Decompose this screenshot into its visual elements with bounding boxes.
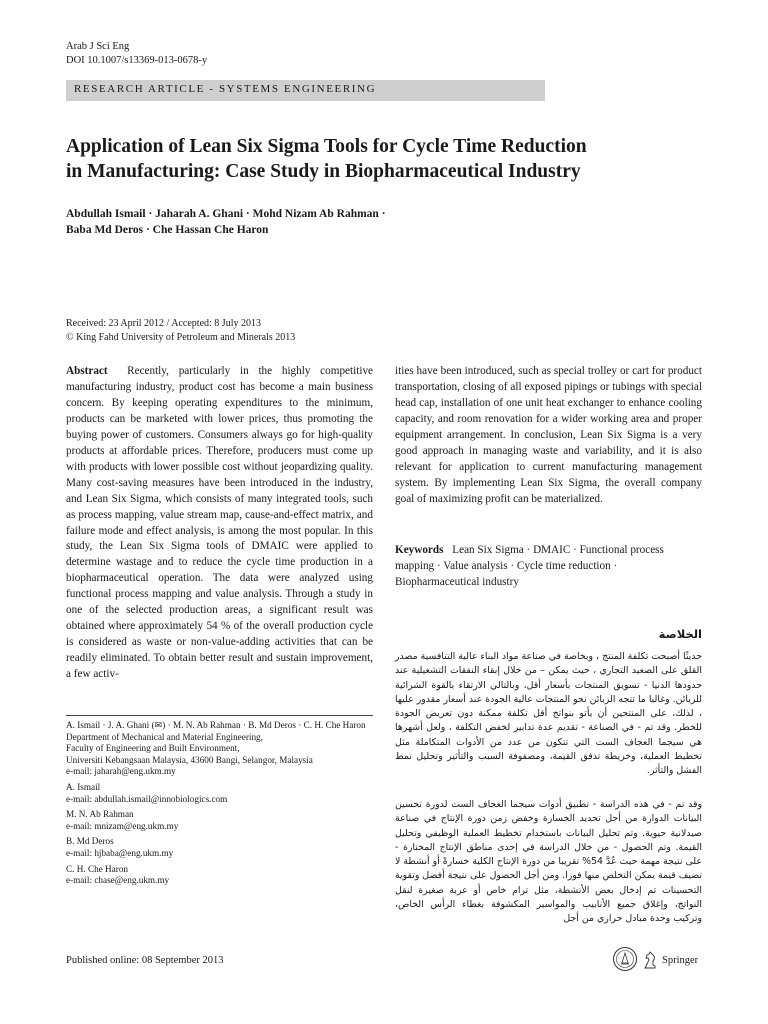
affiliation-email[interactable]: e-mail: abdullah.ismail@innobiologics.com <box>66 793 228 804</box>
footnote-divider <box>66 715 373 716</box>
affiliation-email[interactable]: e-mail: jaharah@eng.ukm.my <box>66 766 176 777</box>
affiliation-university: Universiti Kebangsaan Malaysia, 43600 Bangi, Selangor, Malaysia <box>66 754 313 765</box>
authors-line-1: Abdullah Ismail · Jaharah A. Ghani · Mohd Nizam Ab Rahman · <box>66 208 386 220</box>
journal-header <box>66 40 207 68</box>
abstract-text: Recently, particularly in the highly competitive manufacturing industry, product cost has become a main business concern. By keeping operating expenditures to the minimum, products can be marketed with lower prices, thus promoting the buying power of customers. Consumers always go for high-quality products at affordable prices. Therefore, producers must come up with products with lower possible cost without jeopardizing quality. Many cost-saving measures have been introduced in the industry, and Lean Six Sigma, which consists of many integrated tools, such as process mapping, value stream map, cause-and-effect matrix, and failure mode and effect analysis, is among the most popular. In this study, the Lean Six Sigma tools of DMAIC were applied to determine wastage and to reduce the cycle time production in a biopharmaceutical operation. The data were analyzed using functional process mapping and value analysis. Through a study in one of the selected production areas, a significant result was obtained where approximately 54 % of the overall production cycle is considered as waste or non-value-adding activities that can be readily eliminated. To obtain better result and sustain improvement, a few activ- <box>66 365 373 681</box>
keywords-text: Lean Six Sigma · DMAIC · Functional process mapping · Value analysis · Cycle time reduction · Biopharmaceutical industry <box>395 544 664 588</box>
chess-knight-icon <box>645 952 655 968</box>
publisher-name: Springer <box>662 955 699 966</box>
publication-dates <box>66 317 295 345</box>
affiliation-main <box>66 720 373 778</box>
affiliation-name: M. N. Ab Rahman <box>66 809 134 820</box>
affiliation-department: Department of Mechanical and Material Engineering, <box>66 731 263 742</box>
article-category: RESEARCH ARTICLE - SYSTEMS ENGINEERING <box>74 83 377 95</box>
keywords-label: Keywords <box>395 544 444 556</box>
affiliation-entry <box>66 809 373 832</box>
journal-name: Arab J Sci Eng <box>66 41 130 52</box>
authors-line-2: Baba Md Deros · Che Hassan Che Haron <box>66 224 269 236</box>
keywords <box>395 543 702 591</box>
article-title <box>66 134 706 184</box>
affiliation-entry <box>66 836 373 859</box>
affiliation-faculty: Faculty of Engineering and Built Environment, <box>66 743 240 754</box>
abstract <box>66 364 373 683</box>
arabic-abstract-heading: الخلاصة <box>658 627 702 641</box>
doi[interactable]: DOI 10.1007/s13369-013-0678-y <box>66 55 208 66</box>
seal-icon <box>614 948 637 971</box>
abstract-label: Abstract <box>66 365 108 377</box>
affiliation-name: C. H. Che Haron <box>66 863 129 874</box>
arabic-abstract-paragraph-2: وقد تم - في هذه الدراسة - تطبيق أدوات سيجما العجاف الست لدورة تحسين البيانات الدوارة من أجل تحديد الخسارة وخفض زمن دورة الإنتاج في صناعة صيدلانية حيوية. وتم تحليل البيانات باستخدام تخطيط العملية الوظيفي وتحليل القيمة. وتم الحصول - من خلال الدراسة في إحدى مناطق الإنتاج المختارة - على نتيجة مهمة حيث عُدَّ 54% تقريبا من دورة الإنتاج الكلية خسارةً أو أنشطة لا تضيف قيمة يمكن التخلص منها فورا. ومن أجل الحصول على نتيجة أفضل وتقوية التحسينات تم إدخال بعض الأنشطة، مثل ترام خاص أو عربة صغيرة لنقل النواتج، وإغلاق جميع الأنابيب والمواسير المكشوفة بغطاء الرأس الخاص، وتركيب وحدة مبادل حراري من أجل <box>395 799 702 925</box>
affiliation-authors: A. Ismail · J. A. Ghani (✉) · M. N. Ab Rahman · B. Md Deros · C. H. Che Haron <box>66 720 366 730</box>
arabic-abstract-paragraph-1: حديثًا أصبحت تكلفة المنتج ، وبخاصة في صناعة مواد البناء عالية التنافسية مصدر القلق على الصعيد التجاري ، حيث يمكن – من خلال إبقاء النفقات التشغيلية عند حدودها الدنيا - تسويق المنتجات بأسعار أقل، وبالتالي الارتقاء بالقوة الشرائية للزبائن. وغالبا ما تتجه الزبائن نحو المنتجات عالية الجودة عند أسعار مقدور عليها ، لذلك، على المنتجين أن يأتو بنواتج أقل تكلفة ممكنة دون تعريض الجودة للخطر. وقد تم - في الصناعة - تقديم عدة تدابير لخفض التكلفة ، ولعل أشهرها هي سيجما العجاف الست التي تتكون من عدد من الأدوات المتكاملة مثل تخطيط العملية، وخريطة تدفق القيمة، ومصفوفة السبب والتأثير وتحليل نمط الفشل والتأثر. <box>395 651 702 777</box>
abstract-continued: ities have been introduced, such as special trolley or cart for product transportation, closing of all exposed pipings or tubings with special head cap, installation of one unit heat exchanger to enhance cooling capacity, and room renovation for a wider working area and proper equipment arrangement. In conclusion, Lean Six Sigma is a very good approach in managing waste and variability, and it is also relevant for application to current manufacturing management system. By implementing Lean Six Sigma, the overall company goal of maximizing profit can be materialized. <box>395 365 702 505</box>
category-band <box>66 80 545 101</box>
affiliation-email[interactable]: e-mail: hjbaba@eng.ukm.my <box>66 847 174 858</box>
published-online: Published online: 08 September 2013 <box>66 955 224 966</box>
title-line-2: in Manufacturing: Case Study in Biopharmaceutical Industry <box>66 161 581 182</box>
affiliation-entry <box>66 782 373 805</box>
affiliations <box>66 720 373 891</box>
author-list <box>66 206 706 238</box>
affiliation-name: B. Md Deros <box>66 836 114 847</box>
affiliation-entry <box>66 864 373 887</box>
copyright: © King Fahd University of Petroleum and Minerals 2013 <box>66 332 296 343</box>
title-line-1: Application of Lean Six Sigma Tools for Cycle Time Reduction <box>66 136 587 157</box>
affiliation-email[interactable]: e-mail: mnizam@eng.ukm.my <box>66 820 179 831</box>
affiliation-email[interactable]: e-mail: chase@eng.ukm.my <box>66 875 170 886</box>
received-accepted: Received: 23 April 2012 / Accepted: 8 July 2013 <box>66 318 261 329</box>
affiliation-name: A. Ismail <box>66 781 101 792</box>
